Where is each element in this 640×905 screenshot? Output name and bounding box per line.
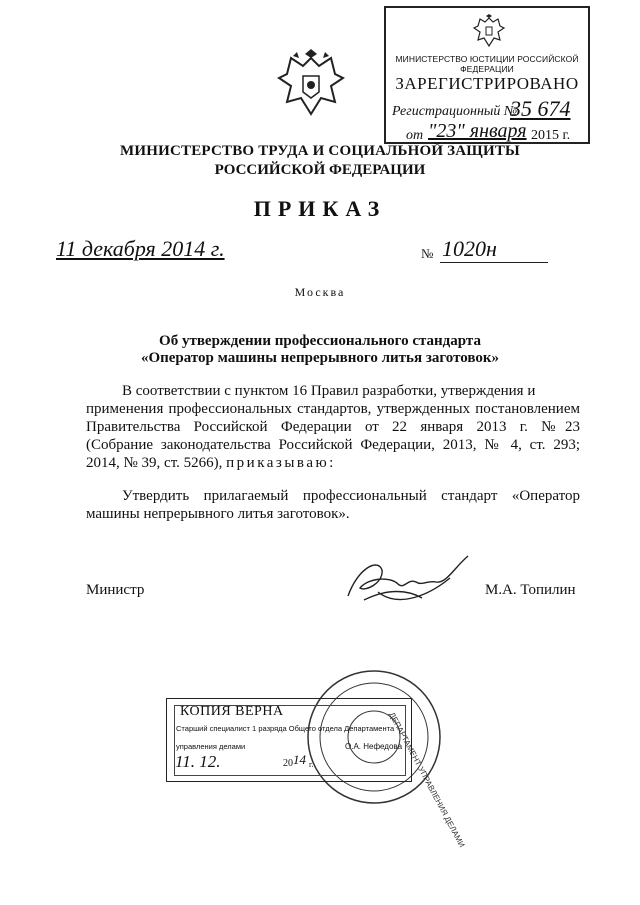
ministry-name-line2: РОССИЙСКОЙ ФЕДЕРАЦИИ (214, 162, 426, 178)
document-type-title: ПРИКАЗ (253, 196, 387, 221)
stamp-registered-label: ЗАРЕГИСТРИРОВАНО (395, 74, 579, 93)
order-command: приказываю: (226, 455, 336, 471)
body-line-last (86, 454, 580, 472)
order-number-underline (440, 262, 548, 263)
body-line: В соответствии с пунктом 16 Правил разработки, утверждения и (122, 383, 536, 399)
signatory-title: Министр (86, 582, 145, 598)
body-paragraph-1 (86, 382, 580, 472)
registration-stamp (384, 6, 590, 144)
coat-of-arms-icon (277, 48, 345, 120)
order-date: 11 декабря 2014 г. (56, 236, 225, 261)
stamp-date-value: "23" января (428, 120, 527, 142)
stamp-number-value: 35 674 (510, 96, 571, 121)
copy-stamp-department: управления делами (176, 742, 246, 751)
body-line: Правительства Российской Федерации от 22 января 2013 г. №23 (86, 419, 580, 435)
body-line: машины непрерывного литья заготовок». (86, 506, 350, 522)
copy-stamp-year-suffix: г. (309, 760, 314, 769)
seal-text: ДЕПАРТАМЕНТ УПРАВЛЕНИЯ ДЕЛАМИ (387, 710, 467, 849)
stamp-number-label: Регистрационный № (392, 104, 518, 119)
body-line: (Собрание законодательства Российской Федерации, 2013, № 4, ст. 293; (86, 437, 580, 453)
stamp-date-label: от (406, 128, 424, 143)
subject-line2: «Оператор машины непрерывного литья заготовок» (140, 350, 500, 366)
city-name: Москва (294, 285, 346, 299)
stamp-ministry-name: МИНИСТЕРСТВО ЮСТИЦИИ РОССИЙСКОЙ ФЕДЕРАЦИИ (395, 54, 579, 74)
order-number-label: № (421, 246, 434, 261)
copy-stamp-title: КОПИЯ ВЕРНА (180, 704, 284, 719)
order-number-value: 1020н (442, 236, 497, 261)
subject-line1: Об утверждении профессионального стандарта (159, 333, 481, 349)
signatory-name: М.А. Топилин (485, 582, 576, 598)
copy-stamp-signer: О.А. Нефедова (345, 742, 403, 751)
stamp-year: 2015 г. (531, 128, 571, 143)
ministry-name-line1: МИНИСТЕРСТВО ТРУДА И СОЦИАЛЬНОЙ ЗАЩИТЫ (120, 143, 520, 159)
copy-stamp-year-prefix: 20 (283, 758, 293, 769)
body-line: Утвердить прилагаемый профессиональный стандарт «Оператор (122, 488, 580, 504)
double-headed-eagle-icon (472, 14, 506, 50)
copy-stamp-position: Старший специалист 1 разряда Общего отдела Департамента (176, 724, 395, 733)
copy-stamp-year: 14 (293, 752, 306, 767)
handwritten-signature (338, 548, 478, 618)
copy-stamp-date: 11. 12. (175, 752, 221, 771)
body-line: применения профессиональных стандартов, утвержденных постановлением (86, 401, 580, 417)
body-paragraph-2 (86, 487, 580, 523)
body-line-last-text: 2014, № 39, ст. 5266), (86, 455, 223, 471)
